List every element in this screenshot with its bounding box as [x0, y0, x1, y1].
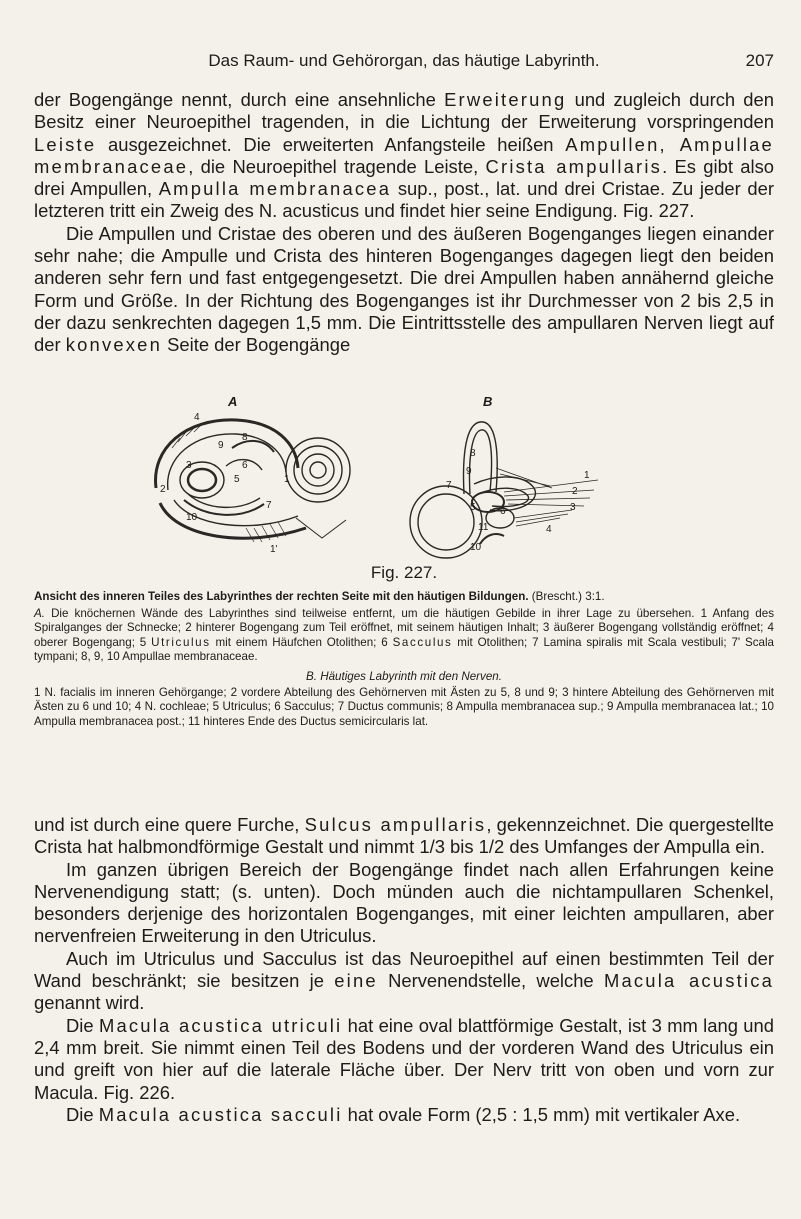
- running-title: Das Raum- und Gehörorgan, das häutige Labyrinth.: [208, 51, 600, 70]
- spaced-term: Sulcus ampullaris: [304, 814, 487, 835]
- figure-b-label-11: 11: [478, 522, 489, 533]
- figure-b-label-4: 4: [546, 524, 552, 535]
- figure-caption-b-heading: B. Häutiges Labyrinth mit den Nerven.: [306, 670, 502, 683]
- figure-b-label-8: 8: [470, 448, 476, 459]
- figure-a-label-6: 6: [242, 460, 248, 471]
- text-run: der Bogengänge nennt, durch eine ansehnliche: [34, 89, 445, 110]
- text-run: Die: [66, 1103, 99, 1125]
- figure-a-label-3: 3: [186, 460, 192, 471]
- figure-a-label-2: 2: [160, 484, 166, 495]
- text-block-top: [34, 89, 774, 357]
- figure-caption-b: 1 N. facialis im inneren Gehörgange; 2 vordere Abteilung des Gehörnerven mit Ästen zu 5, 8 und 9; 3 hintere Abteilung des Gehörnerven mit Ästen zu 6 und 10; 4 N. cochleae; 5 Utriculus; 6 Sacculus; 7 Ductus communis; 8 Ampulla membranacea sup.; 9 Ampulla membranacea lat.; 10 Ampulla membranacea post.; 11 hinteres Ende des Ductus semicircularis lat.: [34, 686, 774, 728]
- text-run: Die knöchernen Wände des Labyrinthes sind teilweise entfernt, um die häutigen Gebilde in ihrer Lage zu übersehen. 1 Anfang des Spiralganges der Schnecke; 2 hinterer Bogengang zum Teil eröffnet, mit seinem häutigen Inhalt; 3 äußerer Bogengang vollständig eröffnet; 4 oberer Bogengang; 5: [34, 607, 774, 649]
- spaced-term: Macula acustica sacculi: [98, 1103, 343, 1125]
- page-number: 207: [745, 51, 774, 70]
- text-run: Seite der Bogengänge: [162, 334, 351, 356]
- figure-caption-a: [34, 607, 774, 664]
- paragraph: [34, 1104, 774, 1126]
- caption-paragraph-a: [34, 607, 774, 664]
- figure-b-label-1: 1: [584, 470, 590, 481]
- paragraph: [34, 1015, 774, 1104]
- figure-227: [34, 394, 774, 574]
- spaced-term: Ampulla membranacea: [158, 178, 392, 200]
- paragraph: [34, 89, 774, 223]
- paragraph: [34, 948, 774, 1015]
- fraction: 1/3: [419, 836, 445, 858]
- text-run: mit Otolithen; 7 Lamina spiralis mit Scala vestibuli; 7' Scala tympani; 8, 9, 10 Ampullae membranaceae.: [34, 635, 775, 663]
- spaced-term: Erweiterung: [444, 89, 567, 110]
- text-run: Nervenendstelle, welche: [377, 970, 604, 992]
- figure-a-label-8: 8: [242, 432, 248, 443]
- text-run: hat ovale Form (2,5 : 1,5 mm) mit vertikaler Axe.: [342, 1103, 741, 1125]
- figure-b-label-5: 5: [470, 502, 476, 513]
- figure-b-label-7: 7: [446, 480, 452, 491]
- text-run: ausgezeichnet. Die erweiterten Anfangsteile heißen: [96, 133, 566, 155]
- fraction: 1/2: [478, 836, 505, 858]
- text-run: Die: [66, 1014, 99, 1036]
- page-header: [34, 51, 774, 77]
- figure-caption-heading: [34, 590, 774, 604]
- figure-a-label-5: 5: [234, 474, 240, 485]
- spaced-term: Ampullen, Ampullae membranaceae: [34, 133, 774, 177]
- text-run: bis: [444, 836, 479, 858]
- figure-b-label-10: 10: [470, 542, 482, 553]
- figure-title: Fig. 227.: [370, 563, 438, 582]
- paragraph: Im ganzen übrigen Bereich der Bogengänge findet nach allen Erfahrungen keine Nervenendigung statt; (s. unten). Doch münden auch die nichtampullaren Schenkel, besonders derjenige des horizontalen Bogenganges, mit einer leichten ampullaren, aber nervenfreien Erweiterung in den Utriculus.: [34, 858, 774, 947]
- spaced-term: Sacculus: [392, 635, 453, 649]
- spaced-term: eine: [334, 970, 378, 992]
- labyrinth-illustration-a: [146, 408, 354, 558]
- figure-label-b: B: [483, 394, 493, 409]
- spaced-term: Utriculus: [151, 635, 211, 649]
- spaced-term: konvexen: [65, 334, 163, 356]
- figure-a-label-9: 9: [218, 440, 224, 451]
- figure-b-label-6: 6: [500, 506, 506, 517]
- text-run: des Umfanges der Ampulla ein.: [504, 836, 765, 858]
- caption-heading-author: (Brescht.) 3:1.: [528, 590, 605, 603]
- text-block-bottom: [34, 814, 774, 1126]
- figure-b-label-3: 3: [570, 502, 576, 513]
- text-run: und zugleich durch den Besitz einer Neuroepithel tragenden, in die Lichtung der Erweiterung vorspringenden: [34, 89, 774, 133]
- caption-a-letter: A.: [34, 607, 45, 620]
- spaced-term: Macula acustica: [603, 970, 775, 992]
- text-run: Die Ampullen und Cristae des oberen und des äußeren Bogenganges liegen einander sehr nahe; die Ampulle und Crista des hinteren Bogenganges dagegen liegt den beiden anderen sehr fern und fast entgegengesetzt. Die drei Ampullen haben annähernd gleiche Form und Größe. In der Richtung des Bogenganges ist ihr Durchmesser von 2 bis 2,5 in der dazu senkrechten dagegen 1,5 mm. Die Eintrittsstelle des ampullaren Nerven liegt auf der: [34, 222, 774, 356]
- paragraph: [34, 814, 774, 859]
- caption-heading-bold: Ansicht des inneren Teiles des Labyrinthes der rechten Seite mit den häutigen Bildungen.: [34, 590, 529, 603]
- text-run: mit einem Häufchen Otolithen; 6: [210, 635, 393, 649]
- text-run: genannt wird.: [34, 992, 145, 1014]
- figure-b-label-9: 9: [466, 466, 472, 477]
- text-run: , gekennzeichnet. Die quergestellte Crista hat halbmondförmige Gestalt und nimmt: [34, 814, 774, 858]
- figure-a-label-7: 7: [266, 500, 272, 511]
- figure-b-label-2: 2: [572, 486, 578, 497]
- figure-a-label-4: 4: [194, 412, 200, 423]
- text-run: . Es gibt also drei Ampullen,: [34, 155, 774, 200]
- spaced-term: Macula acustica utriculi: [98, 1014, 343, 1036]
- spaced-term: Crista ampullaris: [485, 155, 663, 177]
- text-run: hat eine oval blattförmige Gestalt, ist 3 mm lang und 2,4 mm breit. Sie nimmt einen Teil des Bodens und der vorderen Wand des Utriculus ein und greift von hier auf die laterale Fläche über. Der Nerv tritt von oben und vorn zur Macula. Fig. 226.: [34, 1014, 774, 1103]
- text-run: , die Neuroepithel tragende Leiste,: [188, 155, 486, 177]
- text-run: und ist durch eine quere Furche,: [34, 814, 305, 835]
- text-run: Auch im Utriculus und Sacculus ist das Neuroepithel auf einen bestimmten Teil der Wand beschränkt; sie besitzen je: [34, 947, 774, 992]
- paragraph: [34, 223, 774, 357]
- figure-a-label-10: 10: [186, 512, 198, 523]
- text-run: sup., post., lat. und drei Cristae. Zu jeder der letzteren tritt ein Zweig des N. acusticus und findet hier seine Endigung. Fig. 227.: [34, 178, 774, 222]
- figure-a-label-1: 1: [284, 474, 290, 485]
- labyrinth-illustration-b: [404, 414, 604, 564]
- spaced-term: Leiste: [34, 133, 97, 155]
- figure-label-a: A: [228, 394, 238, 409]
- figure-a-label-1-prime: 1': [270, 544, 278, 555]
